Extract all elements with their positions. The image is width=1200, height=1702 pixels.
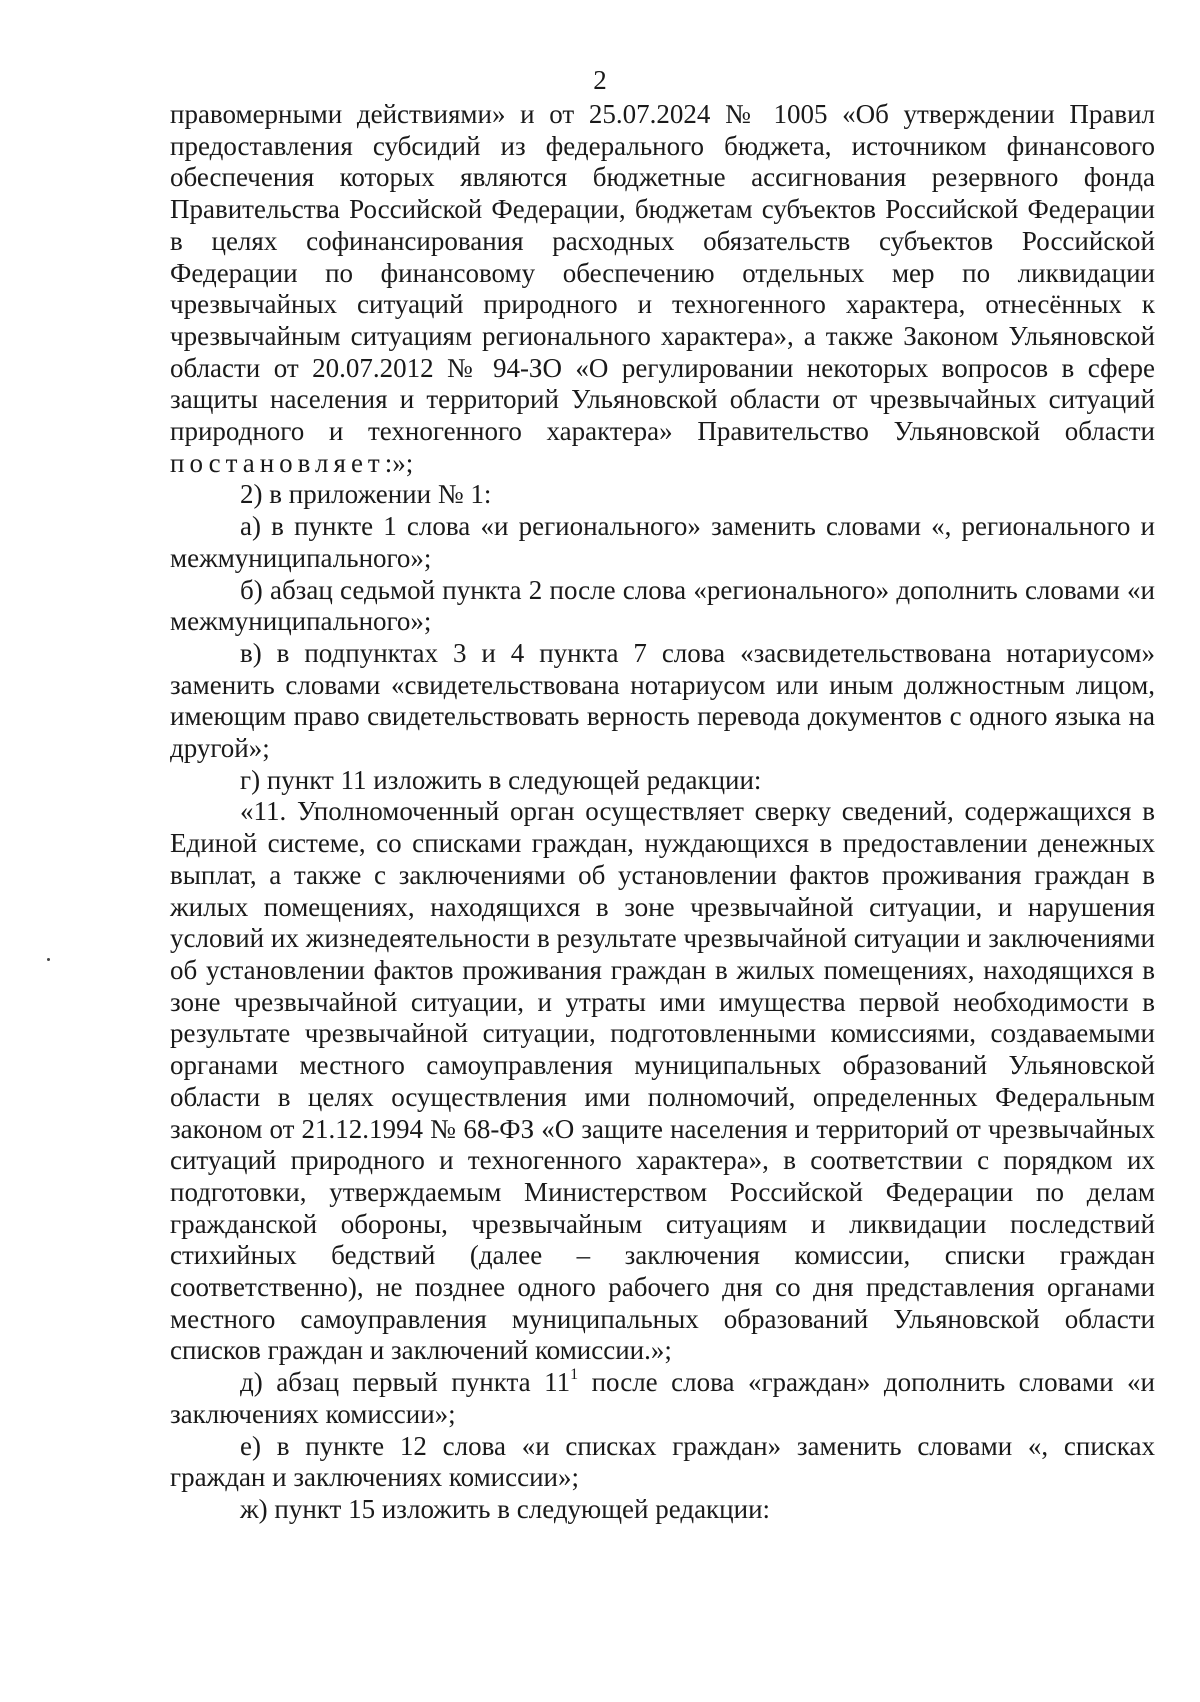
paragraph-subitem-v: в) в подпунктах 3 и 4 пункта 7 слова «засвидетельствована нотариусом» заменить словами «свидетельствована нотариусом или иным должностным лицом, имеющим право свидетельствовать верность перевода документов с одного языка на другой»; — [170, 637, 1155, 764]
paragraph-subitem-d — [170, 1367, 1155, 1430]
page-number: 2 — [593, 65, 607, 95]
decree-word: постановляет — [170, 447, 385, 478]
paragraph-subitem-b: б) абзац седьмой пункта 2 после слова «регионального» дополнить словами «и межмуниципального»; — [170, 574, 1155, 637]
paragraph-clause-11: «11. Уполномоченный орган осуществляет сверку сведений, содержащихся в Единой системе, со списками граждан, нуждающихся в предоставлении денежных выплат, а также с заключениями об установлении фактов проживания граждан в жилых помещениях, находящихся в зоне чрезвычайной ситуации, и нарушения условий их жизнедеятельности в результате чрезвычайной ситуации и заключениями об установлении фактов проживания граждан в жилых помещениях, находящихся в зоне чрезвычайной ситуации, и утраты ими имущества первой необходимости в результате чрезвычайной ситуации, подготовленными комиссиями, создаваемыми органами местного самоуправления муниципальных образований Ульяновской области в целях осуществления ими полномочий, определенных Федеральным законом от 21.12.1994 № 68-ФЗ «О защите населения и территорий от чрезвычайных ситуаций природного и техногенного характера», в соответствии с порядком их подготовки, утверждаемым Министерством Российской Федерации по делам гражданской обороны, чрезвычайным ситуациям и ликвидации последствий стихийных бедствий (далее – заключения комиссии, списки граждан соответственно), не позднее одного рабочего дня со дня представления органами местного самоуправления муниципальных образований Ульяновской области списков граждан и заключений комиссии.»; — [170, 796, 1155, 1366]
paragraph-subitem-a: а) в пункте 1 слова «и регионального» заменить словами «, регионального и межмуниципального»; — [170, 511, 1155, 573]
superscript: 1 — [570, 1366, 579, 1384]
paragraph-item-2: 2) в приложении № 1: — [240, 479, 492, 510]
document-body — [170, 99, 1155, 1526]
paragraph-resolution-basis — [170, 99, 1155, 479]
paragraph-text: после слова «граждан» дополнить словами «и заключениях комиссии»; — [170, 1367, 1155, 1429]
paragraph-text: д) абзац первый пункта 11 — [240, 1367, 571, 1398]
paragraph-subitem-g: г) пункт 11 изложить в следующей редакции: — [240, 764, 762, 795]
paragraph-text: правомерными действиями» и от 25.07.2024 № 1005 «Об утверждении Правил предоставления субсидий из федерального бюджета, источником финансового обеспечения которых являются бюджетные ассигнования резервного фонда Правительства Российской Федерации, бюджетам субъектов Российской Федерации в целях софинансирования расходных обязательств субъектов Российской Федерации по финансовому обеспечению отдельных мер по ликвидации чрезвычайных ситуаций природного и техногенного характера, отнесённых к чрезвычайным ситуациям регионального характера», а также Законом Ульяновской области от 20.07.2012 № 94-ЗО «О регулировании некоторых вопросов в сфере защиты населения и территорий Ульяновской области от чрезвычайных ситуаций природного и техногенного характера» Правительство Ульяновской области — [170, 99, 1155, 447]
paragraph-subitem-e: е) в пункте 12 слова «и списках граждан» заменить словами «, списках граждан и заключениях комиссии»; — [170, 1430, 1155, 1493]
scan-speck — [47, 958, 50, 961]
paragraph-subitem-zh: ж) пункт 15 изложить в следующей редакции: — [240, 1493, 771, 1524]
paragraph-ending: :»; — [384, 447, 414, 478]
